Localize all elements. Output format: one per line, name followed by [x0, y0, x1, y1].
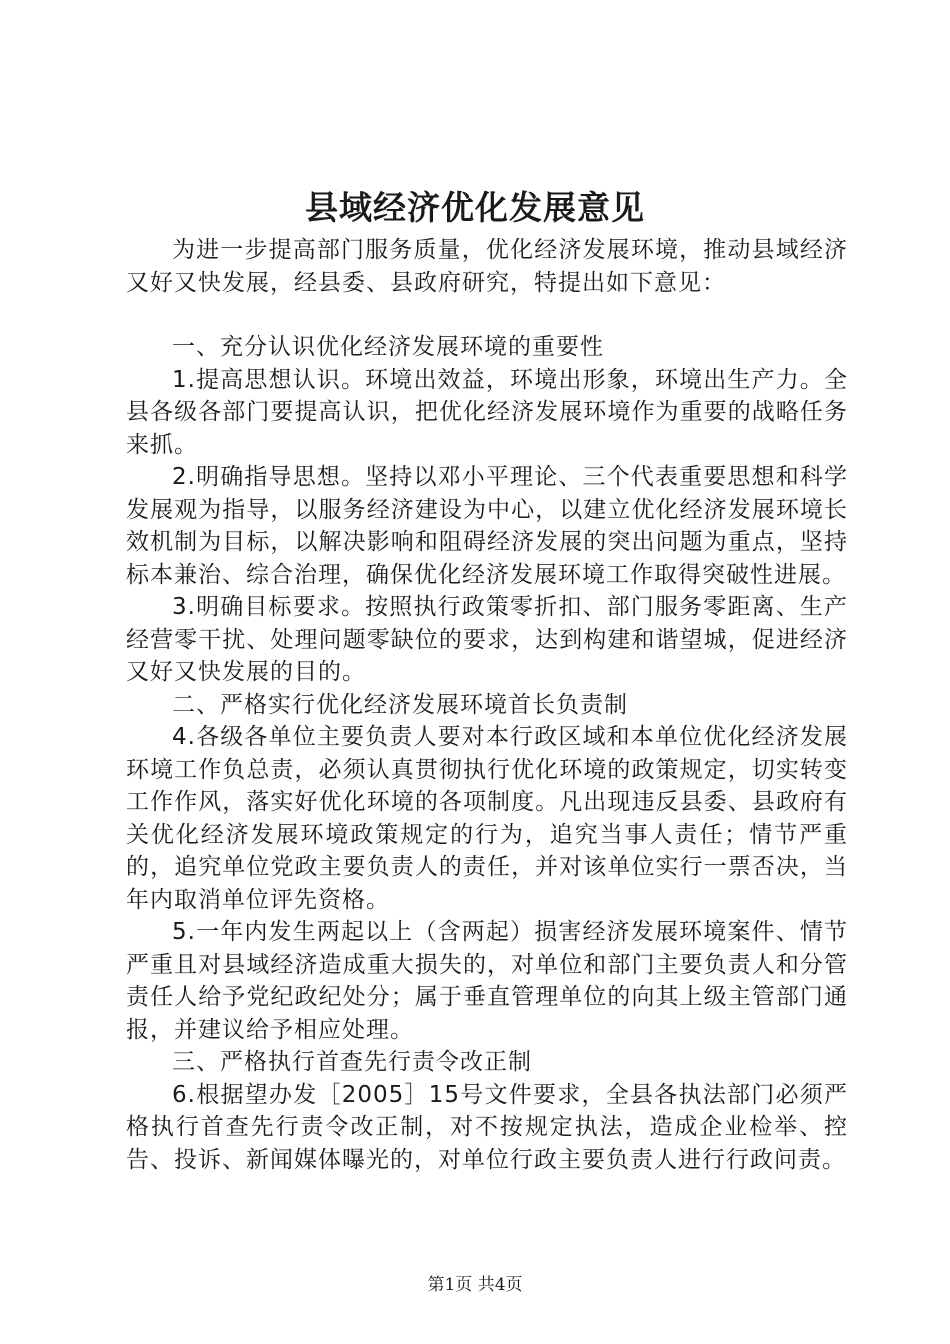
paragraph-item-6: 6.根据望办发［2005］15号文件要求，全县各执法部门必须严格执行首查先行责令改正制，对不按规定执法，造成企业检举、控告、投诉、新闻媒体曝光的，对单位行政主要负责人进行行政问责。 [126, 1081, 848, 1173]
page-footer: 第1页 共4页 [427, 1275, 523, 1295]
document-body [126, 234, 848, 1176]
intro-paragraph: 为进一步提高部门服务质量，优化经济发展环境，推动县域经济又好又快发展，经县委、县政府研究，特提出如下意见： [126, 237, 848, 296]
document-title: 县域经济优化发展意见 [305, 188, 645, 227]
paragraph-item-3: 3.明确目标要求。按照执行政策零折扣、部门服务零距离、生产经营零干扰、处理问题零缺位的要求，达到构建和谐望城，促进经济又好又快发展的目的。 [126, 594, 848, 685]
section-heading-3: 三、严格执行首查先行责令改正制 [172, 1049, 532, 1075]
paragraph-item-5: 5.一年内发生两起以上（含两起）损害经济发展环境案件、情节严重且对县域经济造成重大损失的，对单位和部门主要负责人和分管责任人给予党纪政纪处分；属于垂直管理单位的向其上级主管部门通报，并建议给予相应处理。 [126, 919, 848, 1043]
paragraph-item-1: 1.提高思想认识。环境出效益，环境出形象，环境出生产力。全县各级各部门要提高认识，把优化经济发展环境作为重要的战略任务来抓。 [126, 366, 848, 458]
section-heading-2: 二、严格实行优化经济发展环境首长负责制 [172, 691, 628, 718]
section-heading-1: 一、充分认识优化经济发展环境的重要性 [172, 334, 604, 360]
paragraph-item-4: 4.各级各单位主要负责人要对本行政区域和本单位优化经济发展环境工作负总责，必须认真贯彻执行优化环境的政策规定，切实转变工作作风，落实好优化环境的各项制度。凡出现违反县委、县政府有关优化经济发展环境政策规定的行为，追究当事人责任；情节严重的，追究单位党政主要负责人的责任，并对该单位实行一票否决，当年内取消单位评先资格。 [126, 724, 848, 913]
paragraph-item-2: 2.明确指导思想。坚持以邓小平理论、三个代表重要思想和科学发展观为指导，以服务经济建设为中心，以建立优化经济发展环境长效机制为目标，以解决影响和阻碍经济发展的突出问题为重点，坚持标本兼治、综合治理，确保优化经济发展环境工作取得突破性进展。 [126, 464, 848, 588]
